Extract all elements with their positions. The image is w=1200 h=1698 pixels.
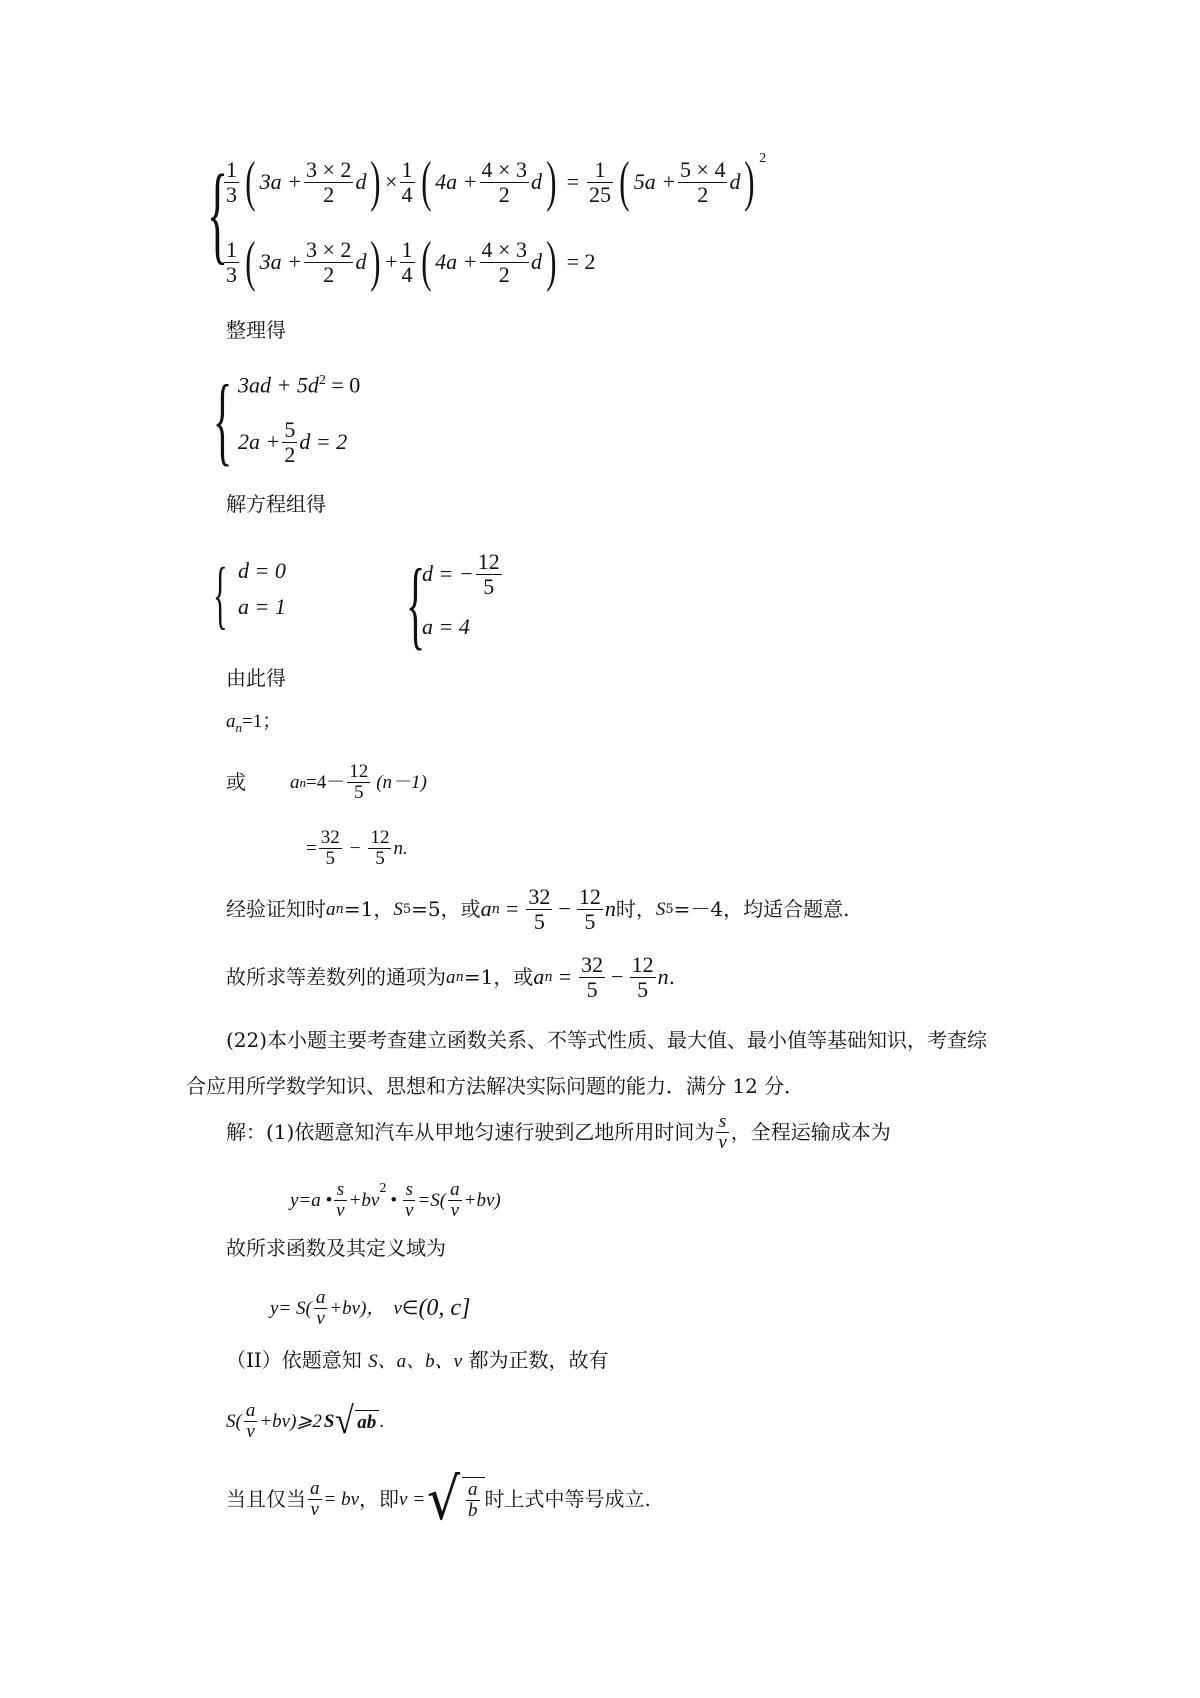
an-equals-1: $a_n=1$；: [226, 711, 282, 735]
fraction: $\frac{s}{v}$: [336, 1178, 345, 1221]
equality-condition: 当且仅当 $\frac{a}{v}$ = bv ，即 v = √ $\frac{a}{b}$ 时上式中等号成立.: [226, 1465, 651, 1533]
fraction: $\frac{a}{b}$: [468, 1479, 478, 1521]
term: d = 2: [299, 429, 348, 454]
solution-part-2: （II）依题意知 S、a、b、v 都为正数，故有: [226, 1348, 609, 1372]
term: d: [530, 169, 542, 194]
operator: =: [566, 169, 580, 194]
term: d: [729, 169, 741, 194]
fraction: $\frac{12}{5}$: [477, 549, 500, 599]
eq-system-1-row-1: $\frac{1}{3}$ ( 3a + $\frac{3 \times 2}{2}$ d ) × $\frac{1}{4}$ ( 4a + $\frac{4 \times 3}{2}$ d ) = $\frac{1}{25}$ ( 5a + $\frac{5 \times 4}{2}$ d ) 2: [226, 151, 767, 213]
term: 4a +: [435, 169, 478, 194]
exponent: 2: [318, 373, 326, 388]
fraction: $\frac{1}{25}$: [589, 157, 612, 207]
left-brace-solution-1: {: [213, 553, 228, 637]
rhs: = 2: [566, 249, 596, 274]
term: d = −: [422, 561, 474, 586]
domain-text: 故所求函数及其定义域为: [226, 1236, 446, 1260]
cost-function-expression: y =a • $\frac{s}{v}$ +bv 2 • $\frac{s}{v}$ =S( $\frac{a}{v}$ +bv): [290, 1178, 501, 1221]
fraction: $\frac{3 \times 2}{2}$: [306, 237, 352, 287]
fraction: $\frac{s}{v}$: [718, 1110, 727, 1153]
fraction: $\frac{32}{5}$: [581, 952, 604, 1002]
term: 3ad + 5d: [238, 372, 319, 398]
term: 2a +: [238, 429, 281, 454]
eq-system-2-row-1: [238, 374, 360, 396]
q22-line-1: (22)本小题主要考查建立函数关系、不等式性质、最大值、最小值等基础知识，考查综: [226, 1028, 988, 1052]
left-brace-system-2: {: [213, 364, 233, 475]
fraction: $\frac{3 \times 2}{2}$: [306, 157, 352, 207]
fraction: $\frac{32}{5}$: [528, 884, 551, 934]
fraction: $\frac{12}{5}$: [370, 826, 390, 869]
fraction: $\frac{s}{v}$: [405, 1178, 414, 1221]
solution-2-row-1: [422, 547, 504, 601]
text-jie: 解方程组得: [226, 492, 326, 516]
operator: ×: [385, 169, 398, 194]
fraction: $\frac{12}{5}$: [578, 884, 601, 934]
term: 4a +: [435, 249, 478, 274]
domain-expression: y = S( $\frac{a}{v}$ +bv)， v ∈ (0, c]: [270, 1286, 471, 1329]
fraction: $\frac{4 \times 3}{2}$: [481, 157, 527, 207]
solution-1-row-1: d = 0: [238, 558, 286, 583]
term: d: [355, 249, 367, 274]
fraction: $\frac{1}{4}$: [401, 237, 413, 287]
fraction: $\frac{1}{3}$: [226, 237, 237, 287]
text-youci: 由此得: [226, 666, 286, 690]
fraction: $\frac{1}{3}$: [226, 157, 237, 207]
text-huo: 或: [226, 770, 246, 794]
term: 3a +: [259, 169, 303, 194]
verification-line: 经验证知时 a n =1， S 5 =5，或 a n = $\frac{32}{5}$ − $\frac{12}{5}$ n 时， S 5 =－4，均适合题意.: [226, 884, 850, 934]
term: 3a +: [259, 249, 303, 274]
fraction: $\frac{12}{5}$: [631, 952, 654, 1002]
fraction: $\frac{5 \times 4}{2}$: [680, 157, 726, 207]
fraction: $\frac{a}{v}$: [315, 1286, 326, 1329]
q22-line-2: 合应用所学数学知识、思想和方法解决实际问题的能力．满分 12 分．: [186, 1074, 805, 1098]
inequality: S( $\frac{a}{v}$ +bv)⩾2 S √ ab .: [226, 1399, 385, 1442]
text-zhengli: 整理得: [226, 318, 286, 342]
solution-1-row-2: a = 1: [238, 594, 286, 619]
term: 5a +: [633, 169, 677, 194]
fraction: $\frac{a}{v}$: [245, 1399, 256, 1442]
solution-part-1: 解：(1)依题意知汽车从甲地匀速行驶到乙地所用时间为 $\frac{s}{v}$ ，全程运输成本为: [226, 1110, 891, 1153]
eq-system-1-row-2: $\frac{1}{3}$ ( 3a + $\frac{3 \times 2}{2}$ d ) + $\frac{1}{4}$ ( 4a + $\frac{4 \times 3}{2}$ d ) = 2: [226, 231, 596, 293]
fraction: $\frac{a}{v}$: [450, 1178, 460, 1221]
left-brace-system-1: {: [207, 152, 229, 274]
conclusion-line: 故所求等差数列的通项为 a n =1，或 a n = $\frac{32}{5}$ − $\frac{12}{5}$ n .: [226, 952, 675, 1002]
fraction: $\frac{1}{4}$: [401, 157, 413, 207]
fraction: $\frac{4 \times 3}{2}$: [481, 237, 527, 287]
left-brace-solution-2: {: [406, 548, 426, 659]
term: d: [355, 169, 367, 194]
an-formula-line-1: a n =4－ $\frac{12}{5}$ (n－1): [290, 760, 427, 803]
fraction: $\frac{12}{5}$: [349, 760, 369, 803]
solution-2-row-2: a = 4: [422, 614, 470, 639]
fraction: $\frac{a}{v}$: [310, 1477, 320, 1520]
operator: +: [385, 249, 398, 274]
fraction: $\frac{32}{5}$: [320, 826, 340, 869]
an-formula-line-2: = $\frac{32}{5}$ − $\frac{12}{5}$ n.: [306, 826, 408, 869]
fraction: $\frac{5}{2}$: [284, 417, 296, 467]
term: d: [530, 249, 542, 274]
rhs: = 0: [331, 372, 361, 398]
square-root: √ $\frac{a}{b}$: [425, 1470, 484, 1528]
exponent: 2: [759, 151, 767, 166]
square-root: √ ab: [334, 1402, 379, 1440]
eq-system-2-row-2: [238, 415, 347, 469]
